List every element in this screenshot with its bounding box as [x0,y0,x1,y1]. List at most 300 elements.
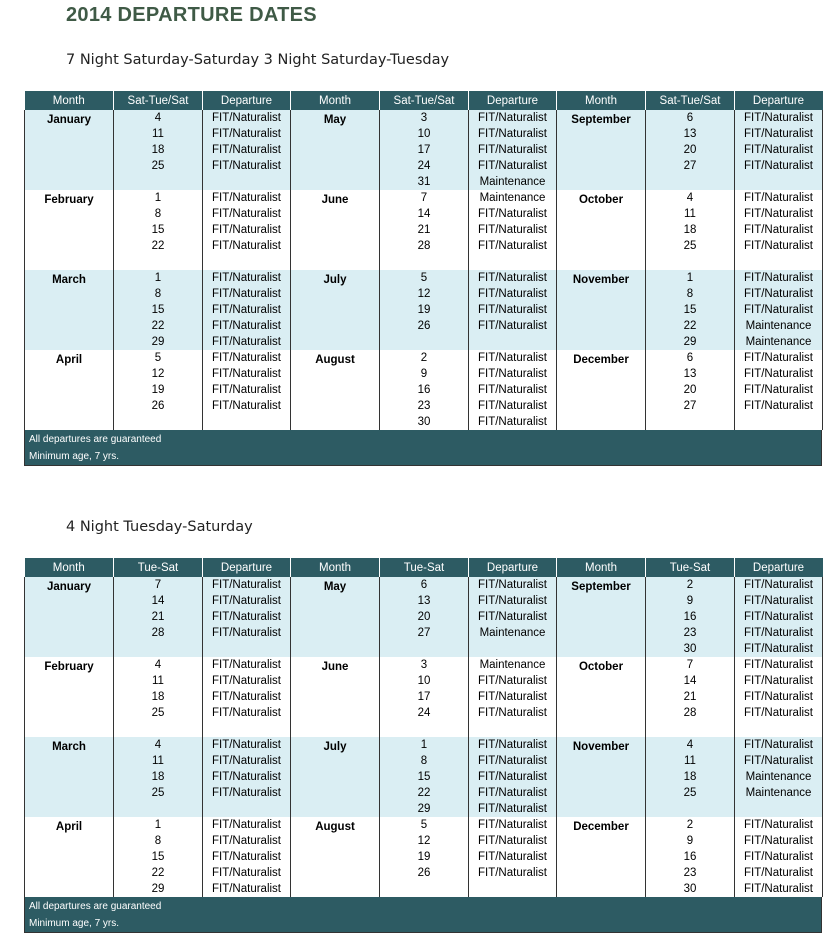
dates-cell [646,190,735,270]
month-name: January [46,581,92,593]
departure-date: 11 [684,208,696,220]
month-cell [291,817,380,897]
month-name: April [55,354,83,366]
departure-date: 31 [417,176,431,188]
departure-date: 29 [151,883,165,895]
departure-date: 9 [686,835,694,847]
departure-type: FIT/Naturalist [211,659,281,671]
departure-type: FIT/Naturalist [211,851,281,863]
month-row [25,817,823,897]
column-header: Month [25,91,114,110]
departure-type: FIT/Naturalist [211,384,281,396]
departure-type: FIT/Naturalist [211,304,281,316]
departure-date: 30 [683,643,697,655]
departure-type-cell [203,350,291,430]
departure-date: 1 [154,272,162,284]
month-cell [557,190,646,270]
departure-date: 27 [683,400,697,412]
month-cell [291,270,380,350]
departure-type: FIT/Naturalist [211,595,281,607]
departure-type-cell [203,737,291,817]
dates-cell [114,350,203,430]
departure-type: Maintenance [479,176,546,188]
departure-date: 1 [154,192,162,204]
departure-type: FIT/Naturalist [743,352,813,364]
month-row [25,350,823,430]
departure-type: FIT/Naturalist [743,400,813,412]
column-header: Tue-Sat [380,558,469,577]
departure-type-cell [469,817,557,897]
departure-date: 11 [152,128,164,140]
departure-type: FIT/Naturalist [477,128,547,140]
departure-date: 15 [683,304,697,316]
departure-type: FIT/Naturalist [743,739,813,751]
departure-date: 4 [154,659,162,671]
departure-date: 4 [686,192,694,204]
departure-type: FIT/Naturalist [477,224,547,236]
departure-date: 14 [683,675,697,687]
departure-type: FIT/Naturalist [743,675,813,687]
departure-type: FIT/Naturalist [743,627,813,639]
month-cell [557,577,646,657]
departure-type-cell [735,270,823,350]
month-row [25,737,823,817]
departure-type: Maintenance [745,787,812,799]
month-name: January [46,114,92,126]
month-name: August [315,354,355,366]
departure-type-cell [469,657,557,737]
departure-type-cell [469,110,557,190]
dates-cell [646,270,735,350]
departure-type: FIT/Naturalist [211,208,281,220]
departure-type: FIT/Naturalist [211,352,281,364]
dates-cell [646,657,735,737]
departure-type: FIT/Naturalist [211,707,281,719]
footer-note: Minimum age, 7 yrs. [29,450,120,462]
dates-cell [380,657,469,737]
month-row [25,577,823,657]
departure-type: FIT/Naturalist [477,835,547,847]
departure-date: 22 [151,867,165,879]
month-cell [557,737,646,817]
departure-type: FIT/Naturalist [743,272,813,284]
footer-note: All departures are guaranteed [29,434,162,445]
departure-type: FIT/Naturalist [743,851,813,863]
departure-date: 5 [420,819,428,831]
departure-date: 29 [417,803,431,815]
departure-date: 9 [686,595,694,607]
departure-type: FIT/Naturalist [211,611,281,623]
departure-type: FIT/Naturalist [477,112,547,124]
departure-date: 21 [151,611,165,623]
footer-note: All departures are guaranteed [29,901,162,912]
departure-date: 22 [417,787,431,799]
month-name: February [44,661,94,673]
departure-type: FIT/Naturalist [743,883,813,895]
departure-date: 5 [420,272,428,284]
header-row [25,91,823,110]
departure-type-cell [469,270,557,350]
departure-type: FIT/Naturalist [743,819,813,831]
departure-date: 26 [417,867,431,879]
month-name: December [573,354,629,366]
departure-type: FIT/Naturalist [743,112,813,124]
departure-date: 28 [417,240,431,252]
departure-date: 11 [684,755,696,767]
departure-type: FIT/Naturalist [477,867,547,879]
departure-date: 16 [417,384,431,396]
departure-type: FIT/Naturalist [743,208,813,220]
dates-cell [380,190,469,270]
departure-type: FIT/Naturalist [211,835,281,847]
departure-type-cell [203,110,291,190]
departure-type: FIT/Naturalist [211,867,281,879]
departure-type-cell [735,577,823,657]
departure-type: FIT/Naturalist [477,611,547,623]
schedule-table-7-night [24,91,822,466]
departure-date: 2 [686,819,694,831]
departure-type: FIT/Naturalist [743,611,813,623]
departure-type: FIT/Naturalist [743,755,813,767]
departure-type: FIT/Naturalist [211,320,281,332]
departure-type: FIT/Naturalist [211,755,281,767]
departure-date: 26 [417,320,431,332]
departure-type: FIT/Naturalist [477,803,547,815]
dates-cell [646,350,735,430]
departure-date: 2 [686,579,694,591]
departure-date: 22 [151,240,165,252]
departure-type-cell [203,270,291,350]
table-footer [24,430,822,466]
departure-type-cell [735,657,823,737]
departure-type: FIT/Naturalist [211,400,281,412]
month-row [25,110,823,190]
departure-date: 22 [151,320,165,332]
month-name: October [578,661,624,673]
schedule-table-4-night [24,558,822,933]
departure-type: FIT/Naturalist [477,787,547,799]
column-header: Departure [203,558,291,577]
column-header: Sat-Tue/Sat [380,91,469,110]
dates-cell [646,737,735,817]
month-name: August [315,821,355,833]
departure-type: FIT/Naturalist [743,691,813,703]
departure-date: 25 [683,787,697,799]
departure-type: FIT/Naturalist [477,272,547,284]
column-header: Month [25,558,114,577]
departure-date: 15 [151,304,165,316]
departure-type: FIT/Naturalist [211,224,281,236]
month-cell [557,817,646,897]
departure-type: FIT/Naturalist [477,240,547,252]
month-cell [25,270,114,350]
departure-date: 23 [683,867,697,879]
departure-type: FIT/Naturalist [743,144,813,156]
departure-date: 4 [154,112,162,124]
departure-type: Maintenance [479,659,546,671]
dates-cell [114,657,203,737]
month-cell [25,817,114,897]
departure-type: FIT/Naturalist [743,304,813,316]
departure-type: FIT/Naturalist [477,320,547,332]
month-name: April [55,821,83,833]
column-header: Month [557,91,646,110]
departure-date: 14 [151,595,165,607]
month-name: June [321,194,349,206]
departure-type: FIT/Naturalist [743,160,813,172]
departure-type: FIT/Naturalist [211,627,281,639]
month-cell [291,657,380,737]
departure-date: 12 [417,288,431,300]
footer-note: Minimum age, 7 yrs. [29,917,120,929]
departure-date: 8 [154,208,162,220]
departure-date: 15 [151,224,165,236]
departure-date: 18 [683,771,697,783]
departure-type: FIT/Naturalist [477,579,547,591]
departure-type: FIT/Naturalist [477,739,547,751]
departure-date: 12 [417,835,431,847]
month-name: March [52,274,86,286]
departure-date: 15 [151,851,165,863]
month-name: December [573,821,629,833]
departure-type: FIT/Naturalist [211,112,281,124]
month-cell [25,350,114,430]
departure-date: 18 [151,144,165,156]
departure-type: FIT/Naturalist [743,128,813,140]
departure-date: 29 [683,336,697,348]
month-cell [291,190,380,270]
departure-date: 23 [417,400,431,412]
month-cell [25,110,114,190]
departure-type: FIT/Naturalist [211,883,281,895]
dates-cell [114,110,203,190]
dates-cell [380,270,469,350]
departure-date: 28 [151,627,165,639]
departure-date: 15 [417,771,431,783]
departure-date: 7 [686,659,694,671]
dates-cell [380,577,469,657]
departure-date: 7 [420,192,428,204]
departure-type: Maintenance [479,627,546,639]
month-cell [291,110,380,190]
departure-type: FIT/Naturalist [211,192,281,204]
departure-date: 1 [686,272,694,284]
dates-cell [646,110,735,190]
departure-type: FIT/Naturalist [211,739,281,751]
departure-type: FIT/Naturalist [743,368,813,380]
departure-type: FIT/Naturalist [743,835,813,847]
departure-date: 17 [417,691,431,703]
departure-type-cell [203,190,291,270]
column-header: Departure [735,558,823,577]
departure-date: 1 [420,739,428,751]
departure-type-cell [735,737,823,817]
departure-type-cell [469,350,557,430]
dates-cell [114,270,203,350]
departure-type: Maintenance [745,320,812,332]
departure-date: 3 [420,659,428,671]
departure-date: 13 [683,368,697,380]
section-heading-7-night: 7 Night Saturday-Saturday 3 Night Saturday-Tuesday [66,52,450,68]
departure-type: FIT/Naturalist [743,643,813,655]
departure-date: 29 [151,336,165,348]
departure-date: 27 [683,160,697,172]
dates-cell [646,577,735,657]
dates-cell [646,817,735,897]
section-heading-4-night: 4 Night Tuesday-Saturday [66,519,253,535]
column-header: Departure [203,91,291,110]
departure-date: 19 [151,384,165,396]
departure-date: 10 [417,128,431,140]
month-name: May [323,114,347,126]
departure-type: FIT/Naturalist [477,144,547,156]
dates-cell [380,737,469,817]
departure-date: 25 [151,707,165,719]
month-cell [25,657,114,737]
departure-type: Maintenance [745,771,812,783]
departure-date: 5 [154,352,162,364]
departure-date: 11 [152,755,164,767]
departure-date: 2 [420,352,428,364]
month-cell [557,350,646,430]
departure-type: FIT/Naturalist [211,819,281,831]
departure-date: 25 [151,160,165,172]
departure-type-cell [735,817,823,897]
departure-date: 10 [417,675,431,687]
departure-type-cell [469,737,557,817]
departure-type: FIT/Naturalist [477,691,547,703]
month-row [25,190,823,270]
month-row [25,270,823,350]
month-name: July [323,274,347,286]
departure-type: FIT/Naturalist [477,208,547,220]
month-row [25,657,823,737]
departure-type: FIT/Naturalist [211,579,281,591]
departure-type: FIT/Naturalist [477,288,547,300]
month-name: March [52,741,86,753]
departure-date: 22 [683,320,697,332]
dates-cell [114,817,203,897]
month-cell [291,737,380,817]
departure-date: 30 [417,416,431,428]
departure-date: 27 [417,627,431,639]
month-name: June [321,661,349,673]
departure-date: 18 [151,691,165,703]
month-name: November [572,741,630,753]
month-name: November [572,274,630,286]
departure-date: 4 [686,739,694,751]
month-name: September [571,581,631,593]
column-header: Tue-Sat [114,558,203,577]
month-name: September [571,114,631,126]
departure-table [24,558,823,897]
departure-date: 25 [151,787,165,799]
departure-type: FIT/Naturalist [477,160,547,172]
departure-type: FIT/Naturalist [743,707,813,719]
departure-type-cell [735,190,823,270]
departure-type: Maintenance [745,336,812,348]
departure-date: 18 [151,771,165,783]
departure-type: FIT/Naturalist [743,579,813,591]
column-header: Departure [469,558,557,577]
month-cell [557,110,646,190]
departure-date: 8 [154,835,162,847]
departure-type: FIT/Naturalist [743,595,813,607]
departure-type: FIT/Naturalist [743,867,813,879]
departure-date: 19 [417,851,431,863]
departure-date: 4 [154,739,162,751]
departure-date: 6 [686,112,694,124]
column-header: Sat-Tue/Sat [646,91,735,110]
departure-date: 3 [420,112,428,124]
month-cell [291,577,380,657]
departure-type-cell [469,577,557,657]
departure-type: FIT/Naturalist [211,272,281,284]
departure-type: FIT/Naturalist [743,240,813,252]
departure-date: 17 [417,144,431,156]
departure-date: 16 [683,611,697,623]
departure-date: 28 [683,707,697,719]
column-header: Departure [469,91,557,110]
departure-type-cell [469,190,557,270]
departure-type: FIT/Naturalist [211,787,281,799]
departure-table [24,91,823,430]
departure-type: FIT/Naturalist [477,352,547,364]
departure-type: FIT/Naturalist [211,128,281,140]
departure-type: FIT/Naturalist [477,384,547,396]
departure-type: FIT/Naturalist [477,675,547,687]
month-name: July [323,741,347,753]
header-row [25,558,823,577]
departure-type: FIT/Naturalist [211,144,281,156]
departure-date: 6 [686,352,694,364]
departure-date: 25 [683,240,697,252]
column-header: Month [557,558,646,577]
dates-cell [380,817,469,897]
departure-date: 19 [417,304,431,316]
departure-type: FIT/Naturalist [211,368,281,380]
departure-type: FIT/Naturalist [477,851,547,863]
departure-date: 1 [154,819,162,831]
departure-type: FIT/Naturalist [477,400,547,412]
departure-date: 9 [420,368,428,380]
departure-type: FIT/Naturalist [477,416,547,428]
departure-type: FIT/Naturalist [477,368,547,380]
departure-type: FIT/Naturalist [743,288,813,300]
departure-type: FIT/Naturalist [743,659,813,671]
departure-type: FIT/Naturalist [211,771,281,783]
departure-type: FIT/Naturalist [477,707,547,719]
departure-date: 14 [417,208,431,220]
dates-cell [380,350,469,430]
departure-date: 12 [151,368,165,380]
month-cell [25,190,114,270]
departure-date: 20 [683,144,697,156]
departure-type: FIT/Naturalist [477,304,547,316]
departure-type: FIT/Naturalist [477,755,547,767]
departure-type: FIT/Naturalist [743,192,813,204]
departure-date: 13 [417,595,431,607]
departure-date: 23 [683,627,697,639]
dates-cell [380,110,469,190]
column-header: Month [291,91,380,110]
departure-date: 30 [683,883,697,895]
departure-date: 16 [683,851,697,863]
dates-cell [114,737,203,817]
departure-type: FIT/Naturalist [477,595,547,607]
table-footer [24,897,822,933]
departure-date: 24 [417,707,431,719]
